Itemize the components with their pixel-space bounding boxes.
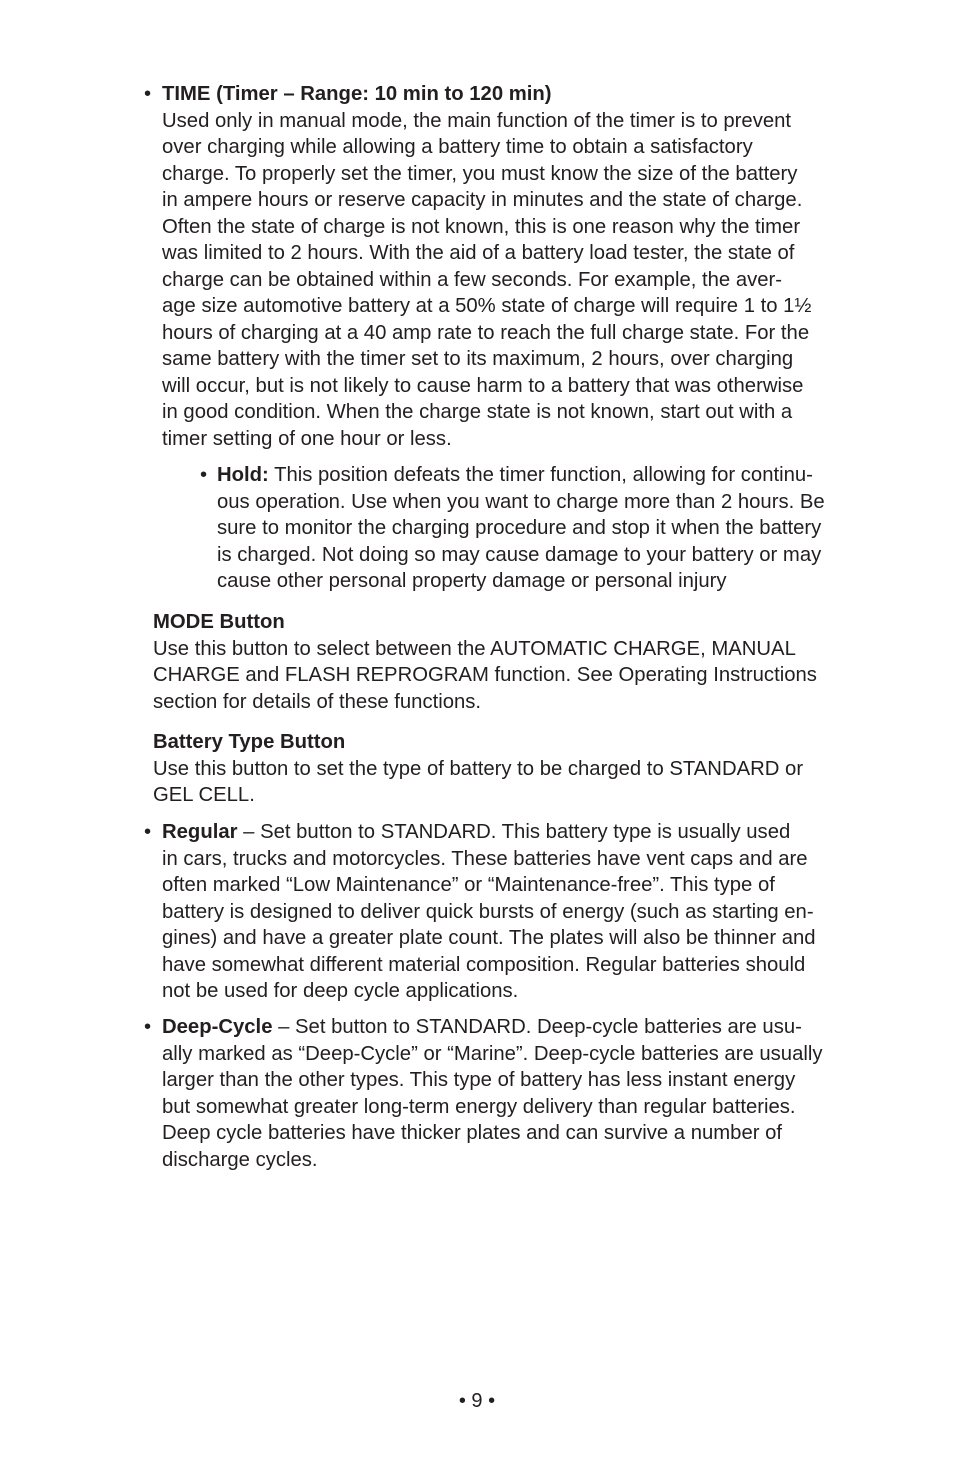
time-line: charge can be obtained within a few seconds. For example, the aver- [162,268,783,291]
time-line: over charging while allowing a battery time to obtain a satisfactory [162,136,753,158]
time-line: will occur, but is not likely to cause harm to a battery that was otherwise [162,374,804,397]
bullet: • [200,464,208,486]
deep-cycle-content [162,1014,823,1173]
time-line: Used only in manual mode, the main function of the timer is to prevent [162,109,792,132]
deep-cycle-first-line: – Set button to STANDARD. Deep-cycle batteries are usu- [272,1016,802,1038]
regular-line: have somewhat different material composition. Regular batteries should [162,953,806,976]
regular-line: not be used for deep cycle applications. [162,980,519,1002]
battery-type-line: Use this button to set the type of battery to be charged to STANDARD or [153,757,804,780]
page-number: • 9 • [458,1390,496,1412]
hold-line: ous operation. Use when you want to charge more than 2 hours. Be [217,490,825,513]
time-content [162,81,811,452]
bullet: • [144,1016,152,1038]
time-heading: TIME (Timer – Range: 10 min to 120 min) [162,83,552,105]
mode-line: CHARGE and FLASH REPROGRAM function. See Operating Instructions [153,664,817,686]
time-line: Often the state of charge is not known, this is one reason why the timer [162,215,801,238]
deep-cycle-label: Deep-Cycle [162,1016,273,1038]
hold-line: is charged. Not doing so may cause damage to your battery or may [217,543,822,566]
regular-first-line: – Set button to STANDARD. This battery type is usually used [237,821,791,843]
time-line: age size automotive battery at a 50% state of charge will require 1 to 1½ [162,295,812,317]
time-bullet-block [144,81,811,452]
time-line: same battery with the timer set to its maximum, 2 hours, over charging [162,348,794,370]
regular-line: in cars, trucks and motorcycles. These batteries have vent caps and are [162,847,808,870]
time-line: in ampere hours or reserve capacity in minutes and the state of charge. [162,189,803,211]
mode-button-section [153,609,817,715]
hold-first-line: This position defeats the timer function, allowing for continu- [268,464,813,486]
bullet: • [144,821,152,843]
hold-content [217,462,825,595]
deep-cycle-line: Deep cycle batteries have thicker plates and can survive a number of [162,1122,783,1144]
time-line: in good condition. When the charge state is not known, start out with a [162,401,793,423]
hold-line: sure to monitor the charging procedure and stop it when the battery [217,517,822,539]
battery-type-line: GEL CELL. [153,784,255,806]
regular-bullet-block [144,819,816,1005]
time-line: charge. To properly set the timer, you must know the size of the battery [162,162,798,185]
deep-cycle-line: larger than the other types. This type of battery has less instant energy [162,1069,796,1091]
deep-cycle-line: but somewhat greater long-term energy delivery than regular batteries. [162,1095,796,1118]
hold-bullet-block [200,462,825,595]
mode-line: section for details of these functions. [153,690,482,713]
deep-cycle-line: discharge cycles. [162,1148,318,1171]
time-line: was limited to 2 hours. With the aid of a battery load tester, the state of [162,242,795,264]
mode-button-heading: MODE Button [153,611,285,633]
bullet: • [144,83,152,105]
hold-label: Hold: [217,464,269,486]
regular-line: often marked “Low Maintenance” or “Maintenance-free”. This type of [162,874,775,896]
deep-cycle-bullet-block [144,1014,823,1173]
time-line: timer setting of one hour or less. [162,427,452,450]
mode-line: Use this button to select between the AUTOMATIC CHARGE, MANUAL [153,637,796,660]
deep-cycle-line: ally marked as “Deep-Cycle” or “Marine”. Deep-cycle batteries are usually [162,1042,823,1065]
regular-content [162,819,816,1005]
regular-line: battery is designed to deliver quick bursts of energy (such as starting en- [162,900,814,923]
regular-label: Regular [162,821,238,843]
hold-line: cause other personal property damage or personal injury [217,570,727,592]
battery-type-heading: Battery Type Button [153,731,346,753]
regular-line: gines) and have a greater plate count. The plates will also be thinner and [162,927,816,949]
time-line: hours of charging at a 40 amp rate to reach the full charge state. For the [162,321,810,344]
battery-type-section [153,729,803,809]
